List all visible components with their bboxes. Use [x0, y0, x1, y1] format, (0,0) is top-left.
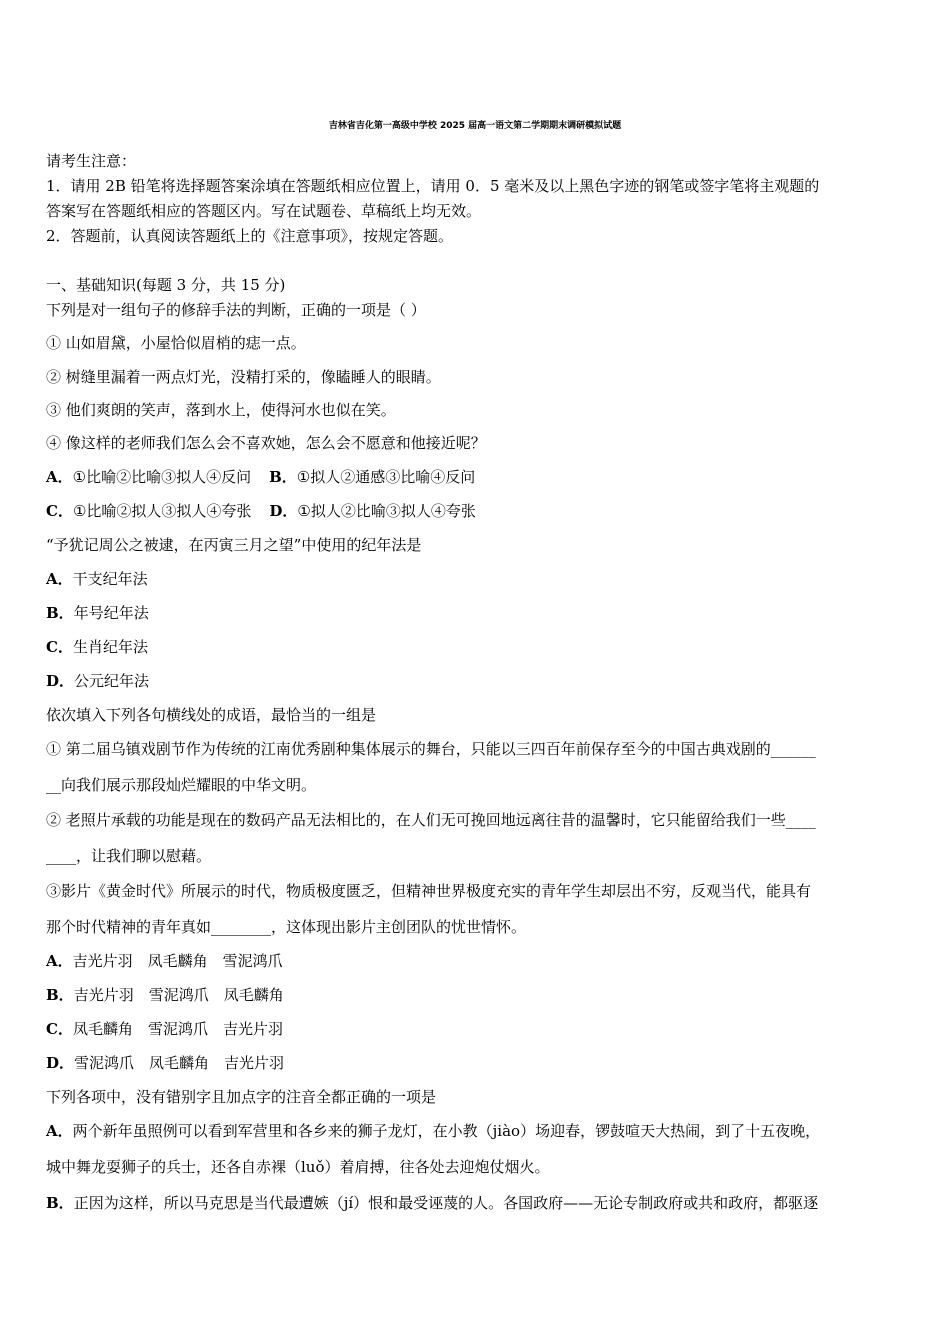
q1-option-a: ①比喻②比喻③拟人④反问	[72, 468, 252, 486]
q1-sentence-4: ④ 像这样的老师我们怎么会不喜欢她，怎么会不愿意和他接近呢？	[46, 434, 486, 452]
q1-sentence-3: ③ 他们爽朗的笑声，落到水上，使得河水也似在笑。	[46, 401, 396, 419]
q3-option-b-row	[46, 985, 284, 1005]
notice-heading: 请考生注意：	[46, 152, 137, 170]
section-heading: 一、基础知识(每题 3 分，共 15 分)	[46, 276, 286, 294]
q3-option-b-label: B．	[46, 986, 74, 1004]
q1-options-ab	[46, 467, 475, 487]
q1-stem: 下列是对一组句子的修辞手法的判断，正确的一项是（ ）	[46, 301, 426, 319]
q2-option-b-row	[46, 603, 149, 623]
q4-option-b: 正因为这样，所以马克思是当代最遭嫉（jí）恨和最受诬蔑的人。各国政府——无论专制政府或共和政府，都驱逐	[73, 1194, 819, 1212]
q3-sentence-3: ③影片《黄金时代》所展示的时代，物质极度匮乏，但精神世界极度充实的青年学生却层出不穷，反观当代，能具有	[46, 882, 812, 900]
q3-sentence-1-cont: __向我们展示那段灿烂耀眼的中华文明。	[46, 776, 317, 794]
q2-option-b-label: B．	[46, 604, 74, 622]
q4-option-a-row	[46, 1121, 820, 1141]
q3-option-c: 凤毛麟角 雪泥鸿爪 吉光片羽	[72, 1020, 283, 1038]
q2-option-a-label: A．	[46, 570, 73, 588]
q2-option-c-row	[46, 637, 148, 657]
q3-option-d-label: D．	[46, 1054, 75, 1072]
q1-option-d: ①拟人②比喻③拟人④夸张	[297, 502, 476, 520]
q1-sentence-1: ① 山如眉黛，小屋恰似眉梢的痣一点。	[46, 334, 306, 352]
document-title: 吉林省吉化第一高级中学校 2025 届高一语文第二学期期末调研模拟试题	[328, 121, 622, 131]
q1-option-b-label: B．	[269, 468, 297, 486]
q2-option-c: 生肖纪年法	[72, 638, 148, 656]
q3-sentence-2-cont: ____，让我们聊以慰藉。	[46, 847, 212, 865]
q3-option-b: 吉光片羽 雪泥鸿爪 凤毛麟角	[73, 986, 284, 1004]
q2-option-a: 干支纪年法	[72, 570, 148, 588]
q3-option-a-label: A．	[46, 952, 73, 970]
q2-option-d-label: D．	[46, 672, 75, 690]
q2-stem: “予犹记周公之被逮，在丙寅三月之望”中使用的纪年法是	[46, 536, 422, 554]
q3-option-d: 雪泥鸿爪 凤毛麟角 吉光片羽	[74, 1054, 285, 1072]
q1-option-c-label: C．	[46, 502, 73, 520]
q4-option-b-row	[46, 1193, 818, 1213]
q2-option-d: 公元纪年法	[74, 672, 150, 690]
notice-item-1-cont: 答案写在答题纸相应的答题区内。写在试题卷、草稿纸上均无效。	[46, 202, 482, 220]
q2-option-d-row	[46, 671, 149, 691]
q4-option-b-label: B．	[46, 1194, 74, 1212]
q3-stem: 依次填入下列各句横线处的成语，最恰当的一组是	[46, 706, 377, 724]
q3-option-a-row	[46, 951, 283, 971]
q4-option-a-cont: 城中舞龙耍狮子的兵士，还各自赤裸（luǒ）着肩搏，往各处去迎炮仗烟火。	[46, 1158, 550, 1176]
q3-sentence-3-cont: 那个时代精神的青年真如________，这体现出影片主创团队的忧世情怀。	[46, 918, 527, 936]
q4-option-a-label: A．	[46, 1122, 73, 1140]
q4-stem: 下列各项中，没有错别字且加点字的注音全都正确的一项是	[46, 1088, 437, 1106]
q3-option-d-row	[46, 1053, 284, 1073]
q2-option-c-label: C．	[46, 638, 73, 656]
notice-item-2: 2．答题前，认真阅读答题纸上的《注意事项》，按规定答题。	[46, 227, 454, 245]
q1-option-d-label: D．	[269, 502, 298, 520]
q3-option-c-row	[46, 1019, 283, 1039]
q2-option-a-row	[46, 569, 148, 589]
q4-option-a: 两个新年虽照例可以看到军营里和各乡来的狮子龙灯，在小教（jiào）场迎春，锣鼓喧天大热闹，到了十五夜晚，	[72, 1122, 821, 1140]
q2-option-b: 年号纪年法	[73, 604, 149, 622]
q1-option-a-label: A．	[46, 468, 73, 486]
notice-item-1: 1．请用 2B 铅笔将选择题答案涂填在答题纸相应位置上，请用 0．5 毫米及以上黑色字迹的钢笔或签字笔将主观题的	[46, 177, 820, 195]
q3-option-a: 吉光片羽 凤毛麟角 雪泥鸿爪	[72, 952, 283, 970]
q1-option-b: ①拟人②通感③比喻④反问	[296, 468, 476, 486]
q1-option-c: ①比喻②拟人③拟人④夸张	[72, 502, 252, 520]
q1-options-cd	[46, 501, 476, 521]
q3-option-c-label: C．	[46, 1020, 73, 1038]
q3-sentence-1: ① 第二届乌镇戏剧节作为传统的江南优秀剧种集体展示的舞台，只能以三四百年前保存至今的中国古典戏剧的______	[46, 740, 816, 758]
q1-sentence-2: ② 树缝里漏着一两点灯光，没精打采的，像瞌睡人的眼睛。	[46, 368, 441, 386]
q3-sentence-2: ② 老照片承载的功能是现在的数码产品无法相比的，在人们无可挽回地远离往昔的温馨时，它只能留给我们一些____	[46, 811, 816, 829]
